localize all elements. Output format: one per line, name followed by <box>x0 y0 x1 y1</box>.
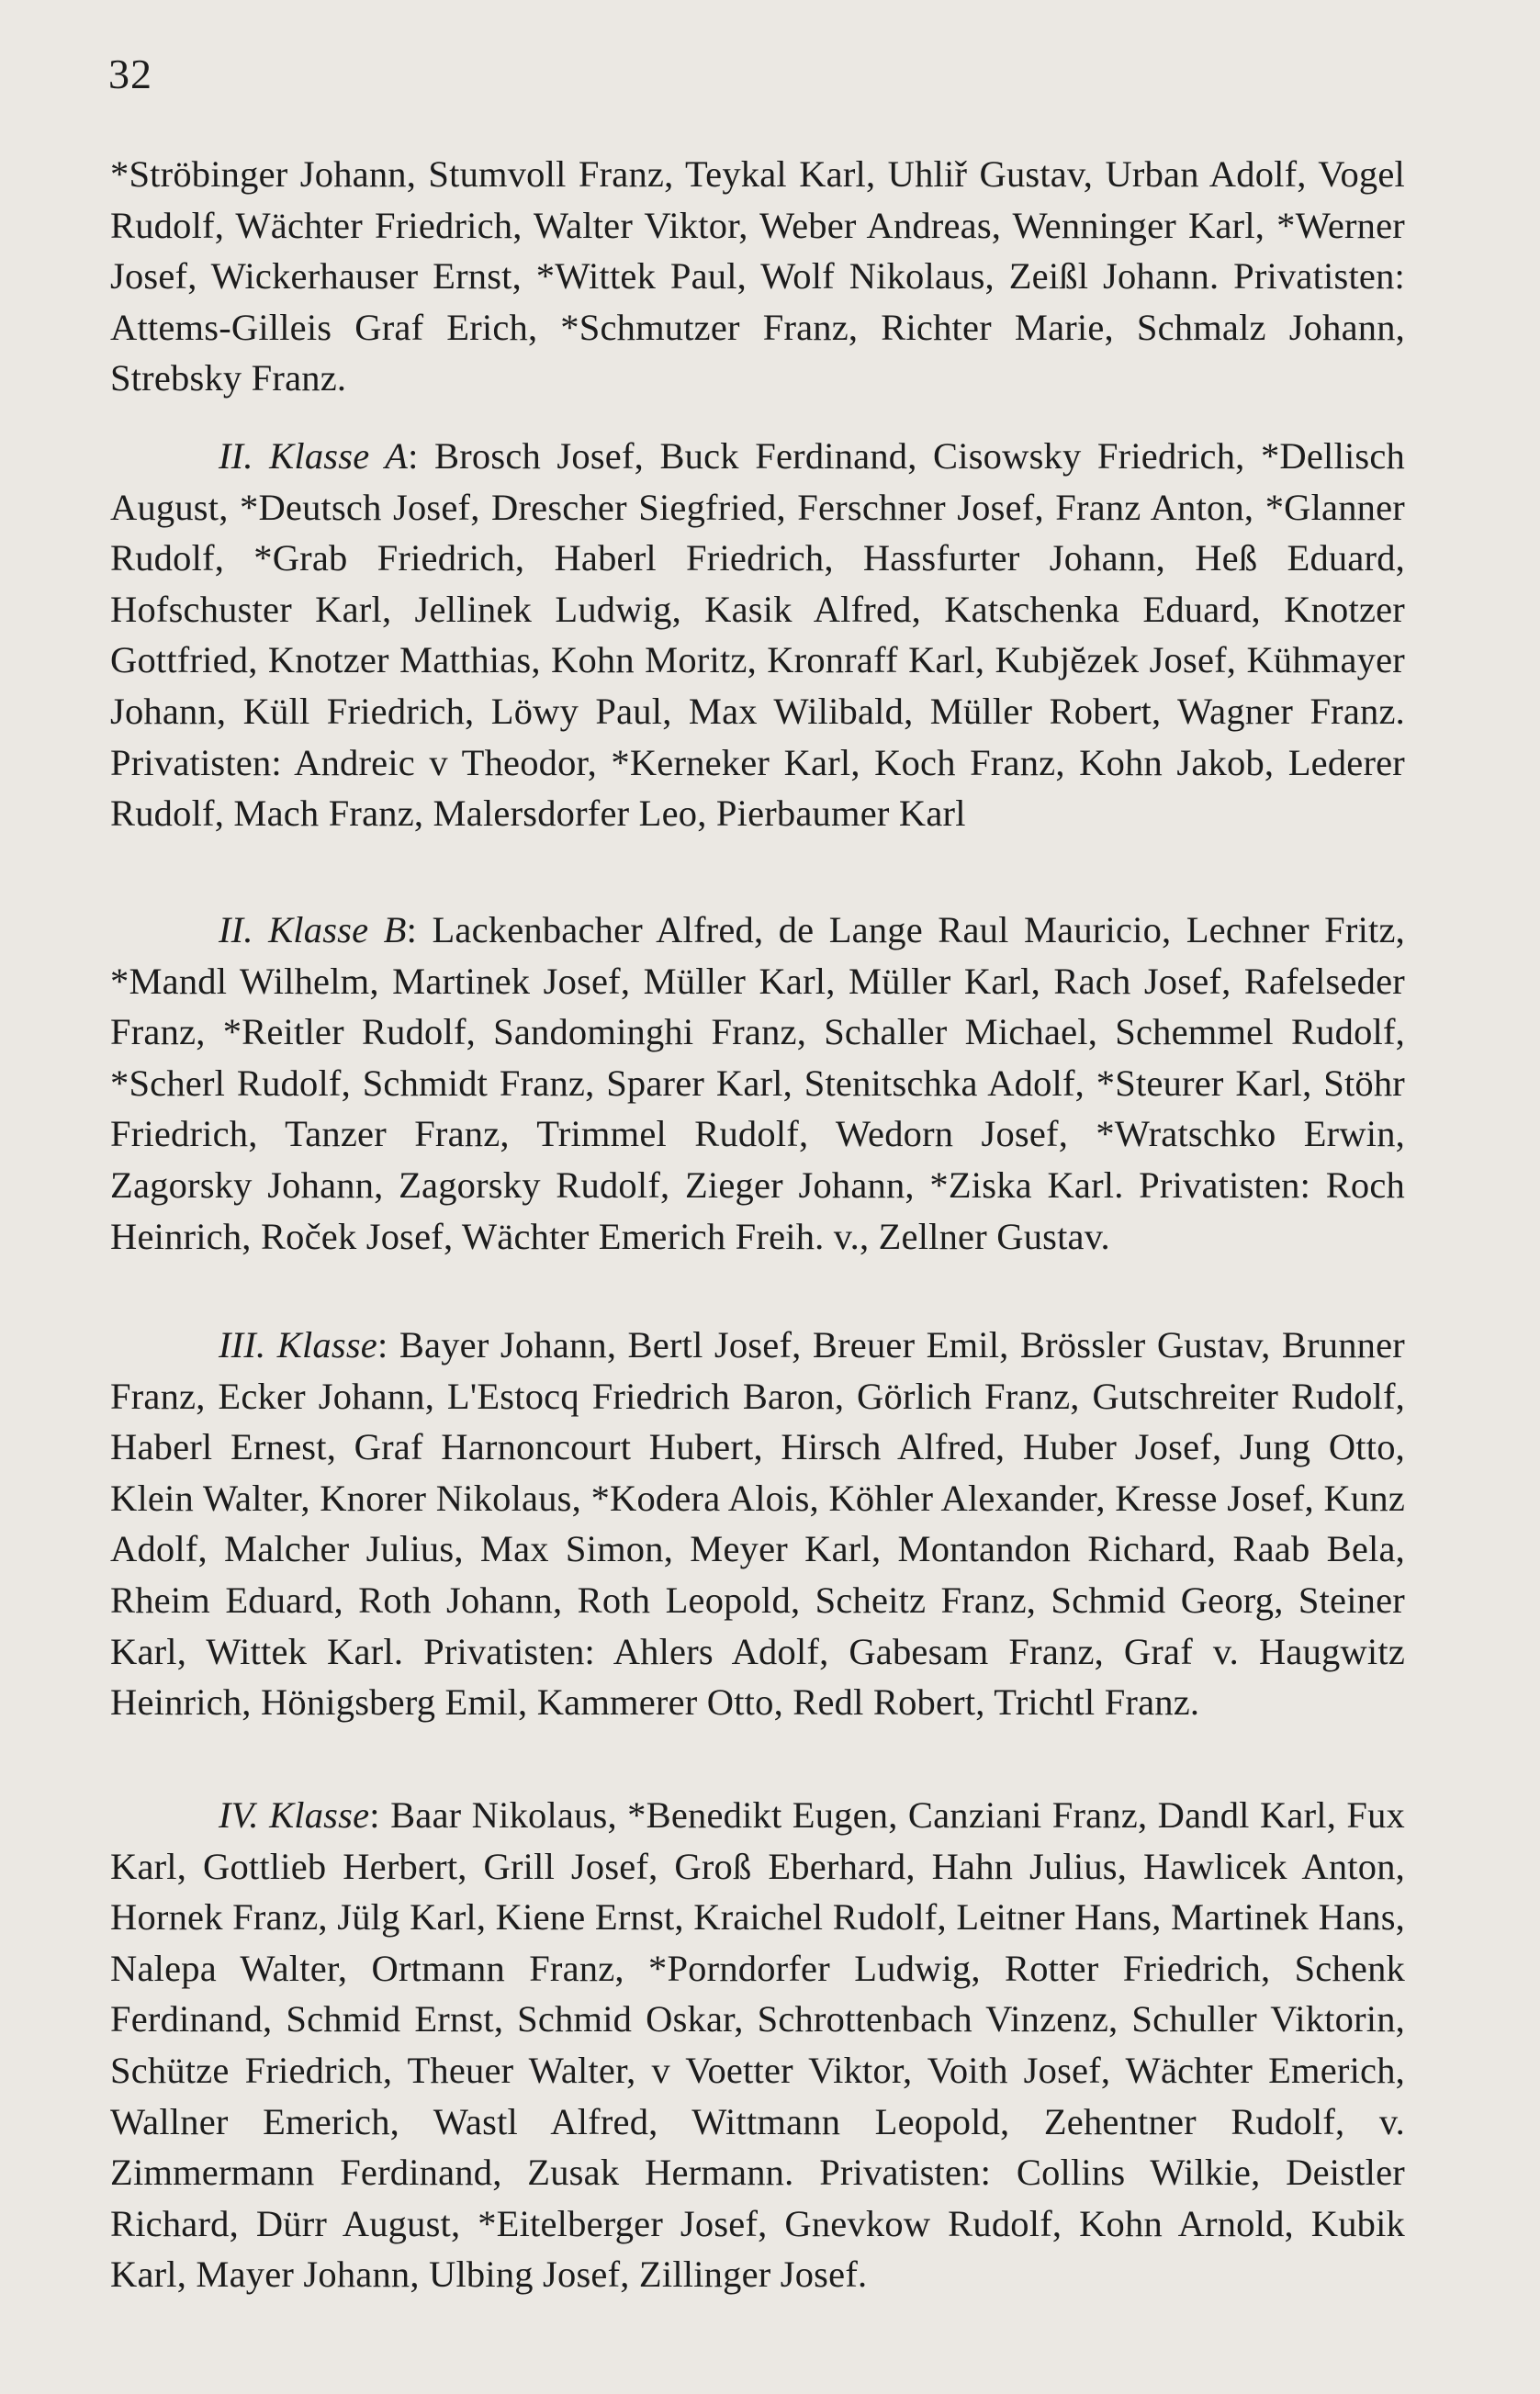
paragraph-class-2b <box>110 905 1405 1262</box>
paragraph-text: Baar Nikolaus, *Benedikt Eugen, Canziani Franz, Dandl Karl, Fux Karl, Gottlieb Herbert, Grill Josef, Groß Eberhard, Hahn Julius, Hawlicek Anton, Hornek Franz, Jülg Karl, Kiene Ernst, Kraichel Rudolf, Leitner Hans, Martinek Hans, Nalepa Walter, Ortmann Franz, *Porndorfer Ludwig, Rotter Friedrich, Schenk Ferdinand, Schmid Ernst, Schmid Oskar, Schrottenbach Vinzenz, Schuller Viktorin, Schütze Friedrich, Theuer Walter, v Voetter Viktor, Voith Josef, Wächter Emerich, Wallner Emerich, Wastl Alfred, Wittmann Leopold, Zehentner Rudolf, v. Zimmermann Ferdinand, Zusak Hermann. Privatisten: Collins Wilkie, Deistler Richard, Dürr August, *Eitelberger Josef, Gnevkow Rudolf, Kohn Arnold, Kubik Karl, Mayer Johann, Ulbing Josef, Zillinger Josef. <box>110 1794 1405 2296</box>
label-separator: : <box>408 435 419 477</box>
paragraph-class-3 <box>110 1320 1405 1728</box>
page-number: 32 <box>108 51 152 97</box>
paragraph-class-2a <box>110 431 1405 839</box>
class-label: II. Klasse A <box>219 435 409 477</box>
paragraph-class-list-continued <box>110 149 1405 404</box>
class-label: III. Klasse <box>219 1324 377 1366</box>
class-label: II. Klasse B <box>219 909 407 950</box>
class-label: IV. Klasse <box>219 1794 370 1836</box>
paragraph-text: Brosch Josef, Buck Ferdinand, Cisowsky Friedrich, *Dellisch August, *Deutsch Josef, Drescher Siegfried, Ferschner Josef, Franz Anton, *Glanner Rudolf, *Grab Friedrich, Haberl Friedrich, Hassfurter Johann, Heß Eduard, Hofschuster Karl, Jellinek Ludwig, Kasik Alfred, Katschenka Eduard, Knotzer Gottfried, Knotzer Matthias, Kohn Moritz, Kronraff Karl, Kubjĕzek Josef, Kühmayer Johann, Küll Friedrich, Löwy Paul, Max Wilibald, Müller Robert, Wagner Franz. Privatisten: Andreic v Theodor, *Kerneker Karl, Koch Franz, Kohn Jakob, Lederer Rudolf, Mach Franz, Malersdorfer Leo, Pierbaumer Karl <box>110 435 1405 835</box>
label-separator: : <box>377 1324 388 1366</box>
label-separator: : <box>369 1794 380 1836</box>
paragraph-class-4 <box>110 1790 1405 2300</box>
paragraph-text: Bayer Johann, Bertl Josef, Breuer Emil, Brössler Gustav, Brunner Franz, Ecker Johann, L'Estocq Friedrich Baron, Görlich Franz, Gutschreiter Rudolf, Haberl Ernest, Graf Harnoncourt Hubert, Hirsch Alfred, Huber Josef, Jung Otto, Klein Walter, Knorer Nikolaus, *Kodera Alois, Köhler Alexander, Kresse Josef, Kunz Adolf, Malcher Julius, Max Simon, Meyer Karl, Montandon Richard, Raab Bela, Rheim Eduard, Roth Johann, Roth Leopold, Scheitz Franz, Schmid Georg, Steiner Karl, Wittek Karl. Privatisten: Ahlers Adolf, Gabesam Franz, Graf v. Haugwitz Heinrich, Hönigsberg Emil, Kammerer Otto, Redl Robert, Trichtl Franz. <box>110 1324 1405 1724</box>
paragraph-text: Lackenbacher Alfred, de Lange Raul Mauricio, Lechner Fritz, *Mandl Wilhelm, Martinek Josef, Müller Karl, Müller Karl, Rach Josef, Rafelseder Franz, *Reitler Rudolf, Sandominghi Franz, Schaller Michael, Schemmel Rudolf, *Scherl Rudolf, Schmidt Franz, Sparer Karl, Stenitschka Adolf, *Steurer Karl, Stöhr Friedrich, Tanzer Franz, Trimmel Rudolf, Wedorn Josef, *Wratschko Erwin, Zagorsky Johann, Zagorsky Rudolf, Zieger Johann, *Ziska Karl. Privatisten: Roch Heinrich, Roček Josef, Wächter Emerich Freih. v., Zellner Gustav. <box>110 909 1405 1257</box>
paragraph-text: *Ströbinger Johann, Stumvoll Franz, Teykal Karl, Uhliř Gustav, Urban Adolf, Vogel Rudolf, Wächter Friedrich, Walter Viktor, Weber Andreas, Wenninger Karl, *Werner Josef, Wickerhauser Ernst, *Wittek Paul, Wolf Nikolaus, Zeißl Johann. Privatisten: Attems-Gilleis Graf Erich, *Schmutzer Franz, Richter Marie, Schmalz Johann, Strebsky Franz. <box>110 153 1405 399</box>
label-separator: : <box>406 909 418 950</box>
